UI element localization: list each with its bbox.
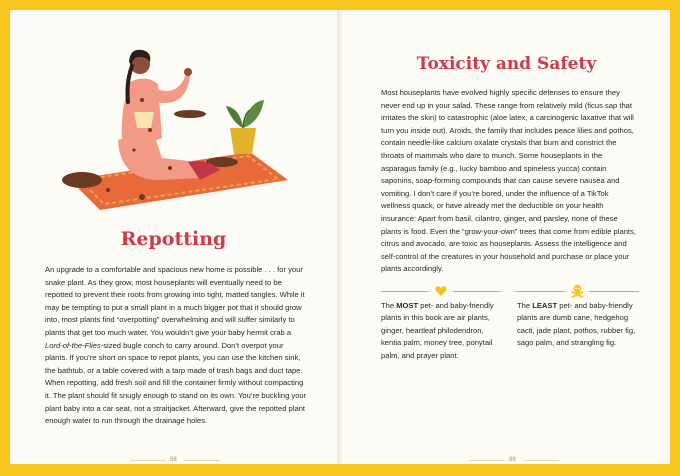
- least-callout-pre: The: [517, 301, 533, 310]
- most-callout-post: pet- and baby-friendly plants in this book are air plants, ginger, heartleaf philodendron, kentia palm, money tree, ponytail palm, and prayer plant.: [381, 301, 494, 360]
- repotting-illustration: [50, 30, 300, 215]
- most-callout-emph: MOST: [396, 301, 419, 310]
- left-page: [10, 10, 337, 464]
- most-divider: [381, 284, 501, 298]
- page-number-right: 89: [509, 457, 516, 463]
- section-heading-toxicity: Toxicity and Safety: [416, 54, 597, 74]
- page-number-rule-right: [469, 460, 505, 461]
- least-divider: [515, 284, 639, 298]
- repotting-body-part-2: -sized bugle conch to carry around. Don’t overpot your plants. If you’re short on space to repot plants, you can use the kitchen sink, the bathtub, or a table covered with a tarp made of trash bags and duct tape. When repotting, add fresh soil and fill the container firmly without compacting it. The plant should fit snugly enough to stand on its own. You’re buckling your plant baby into a car seat, not a straitjacket. Afterward, give the repotted plant enough water to run through the drainage holes.: [45, 340, 307, 426]
- most-friendly-callout: [381, 300, 501, 362]
- toxicity-body-text: Most houseplants have evolved highly specific defenses to ensure they never end up in your salad. These range from relatively mild (ficus sap that irritates the skin) to catastrophic (aloe latex, a carcinogenic laxative that will turn you inside out). Aroids, the family that includes peace lilies and pothos, contain needle-like calcium oxalate crystals that burn and constrict the throats of mammals who dare to munch. Some houseplants in the asparagus family (e.g., lucky bamboo and spineless yucca) contain saponins, soap-forming compounds that can cause severe nausea and vomiting. I don’t care if you’re bored, under the influence of a TikTok wellness quack, or have already met the deductible on your health insurance: Apart from basil, cilantro, ginger, and parsley, none of these plants is food. Even the “grow-your-own” trees that come from edible plants, citrus and avocado, are toxic as houseplants. Assess the intelligence and self-control of the creatures in your household and purchase or place your plants accordingly.: [381, 88, 636, 274]
- repotting-body-part-1: An upgrade to a comfortable and spacious new home is possible . . . for your snake plant. As they grow, most houseplants will eventually need to be repotted to prevent their roots from growing into tight, matted tangles. While it may be tempting to put a small plant in a much bigger pot that it should grow into, most plants find “overpotting” overwhelming and will suffer similarly to plants that get too much water. You wouldn’t give your baby hermit crab a: [45, 265, 305, 337]
- page-number-left: 88: [170, 457, 177, 463]
- skull-crossbones-icon: [571, 284, 584, 298]
- right-page: [343, 10, 670, 464]
- page-number-rule-right-2: [523, 460, 559, 461]
- most-callout-pre: The: [381, 301, 397, 310]
- repotting-body-text: [45, 264, 307, 428]
- section-heading-repotting: Repotting: [120, 228, 227, 250]
- least-callout-post: pet- and baby-friendly plants are dumb cane, hedgehog cacti, jade plant, pothos, rubber fig, sago palm, and strangling fig.: [517, 301, 636, 348]
- least-callout-emph: LEAST: [532, 301, 558, 310]
- heart-icon: [435, 285, 447, 297]
- page-number-rule-left-2: [184, 460, 220, 461]
- least-friendly-callout: [517, 300, 637, 350]
- page-number-rule-left: [130, 460, 166, 461]
- repotting-body-italic: Lord-of-the-Flies: [45, 340, 101, 350]
